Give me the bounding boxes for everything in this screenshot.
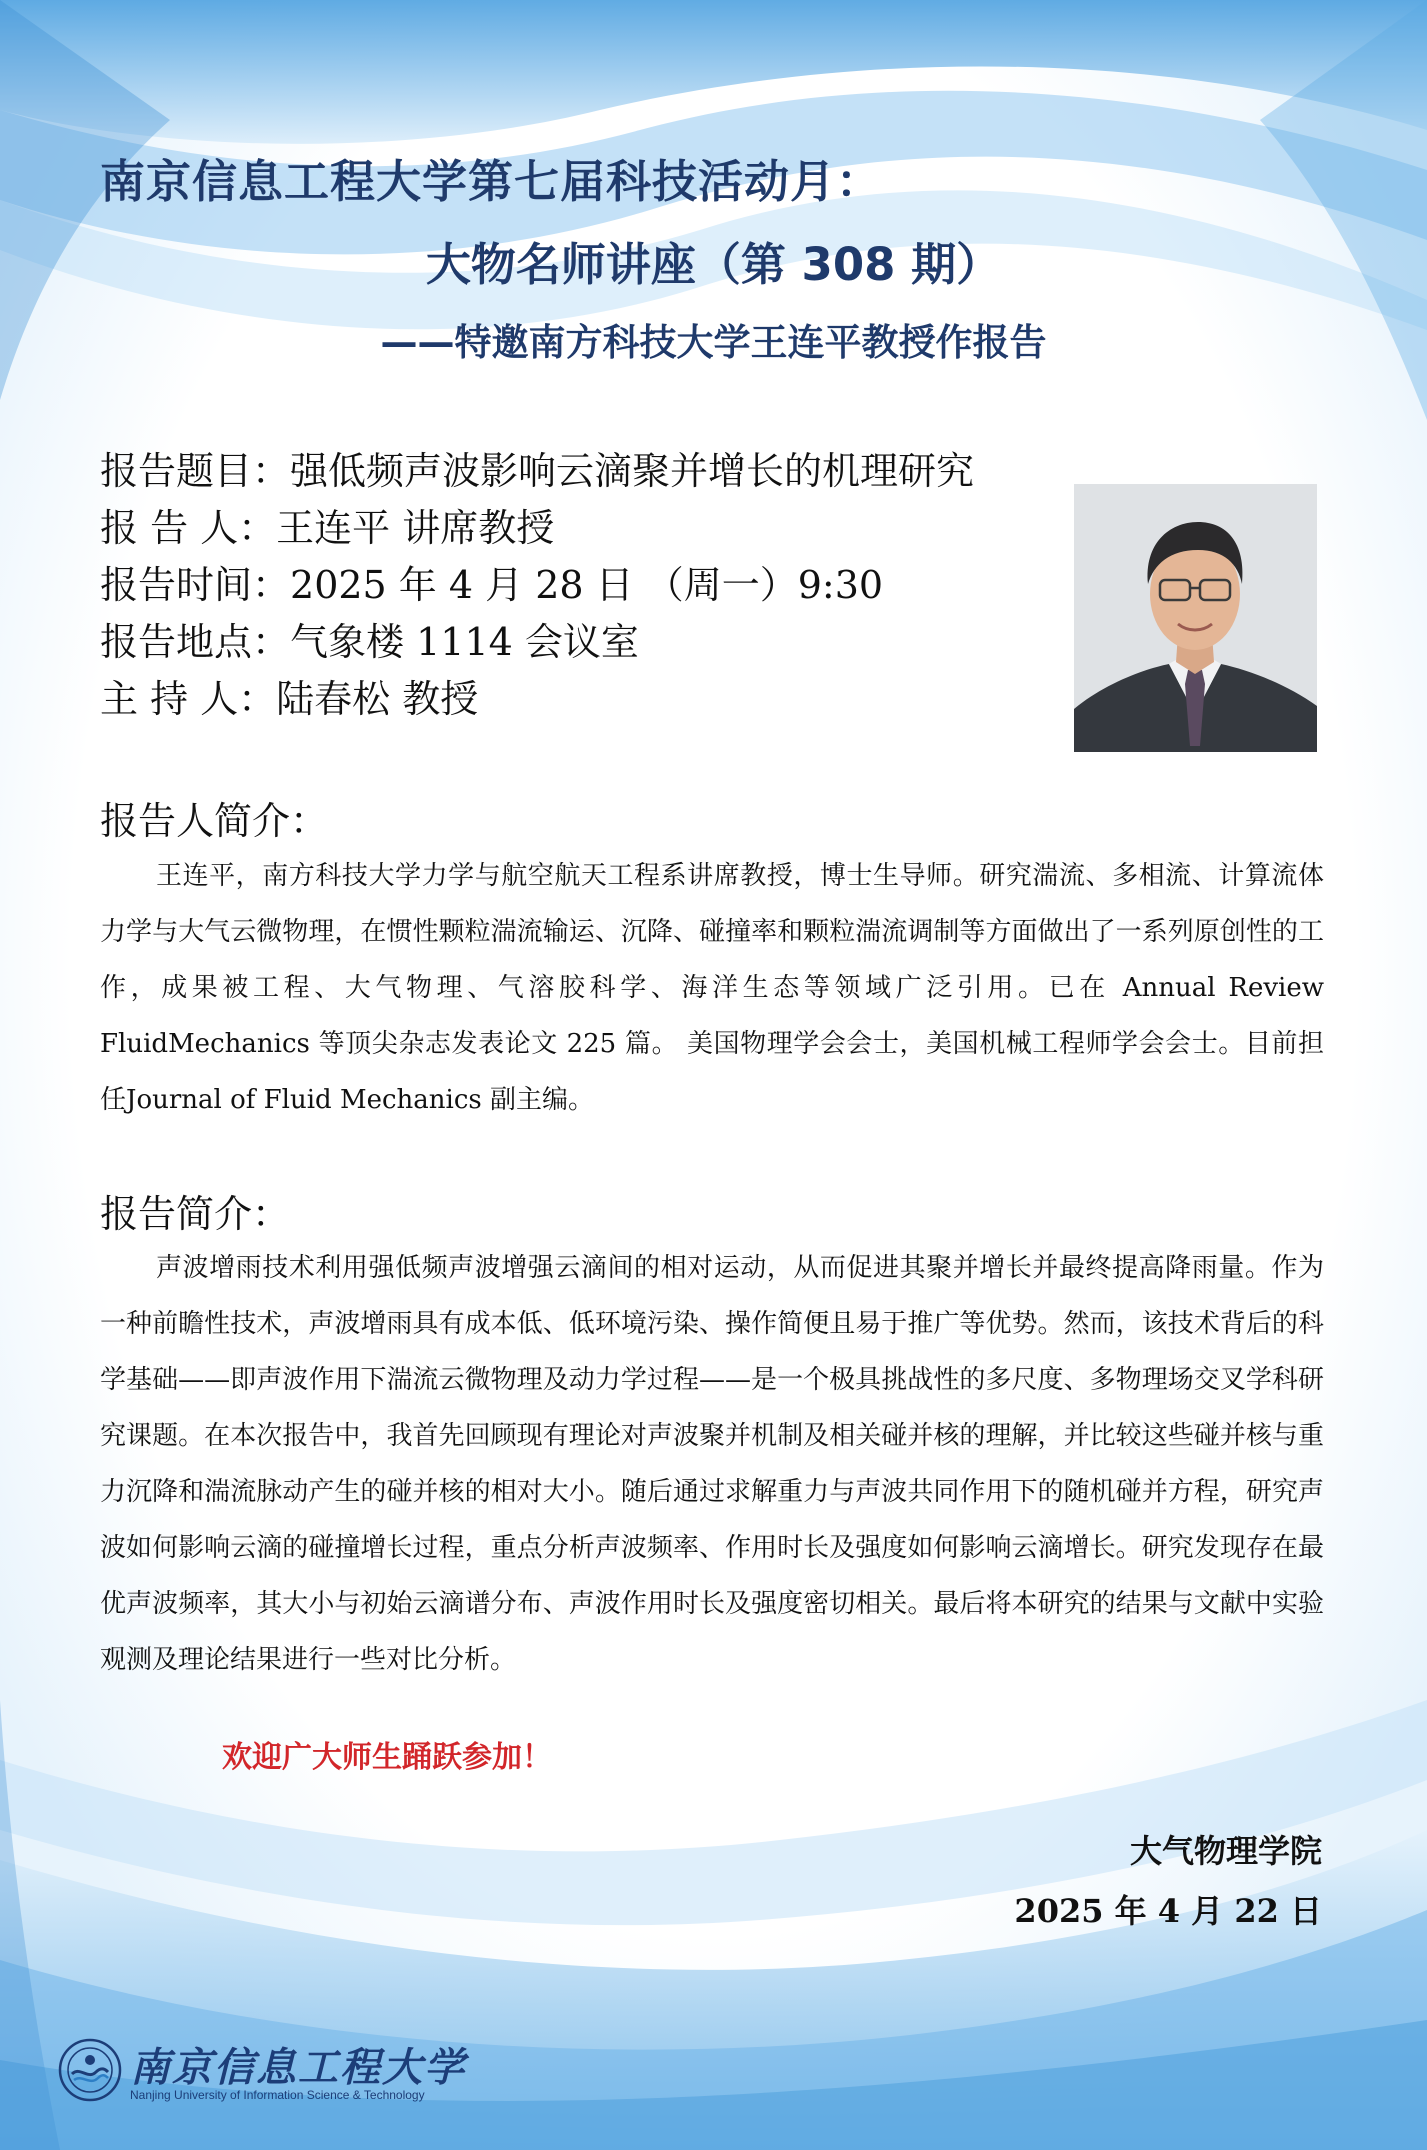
info-row-speaker: [100, 500, 974, 557]
university-seal-icon: [58, 2038, 122, 2102]
abstract-line: 机碰并方程，研究声波如何影响云滴的碰撞增长过程，重点分析声波频率、作用时长及强度如何影响云: [100, 1477, 1324, 1563]
organizer: 大气物理学院: [1129, 1832, 1322, 1870]
bio-line: 性的工作，成果被工程、大气物理、气溶胶科学、海洋生态等领域广泛引用。已在 Annual Review Fluid: [100, 917, 1324, 1059]
abstract-line: 声波增雨技术利用强低频声波增强云滴间的相对运动，从而促进其聚并增长并最终提高降雨量。作: [156, 1253, 1298, 1283]
speaker-bio-text: [100, 848, 1324, 1128]
speaker-bio-heading: 报告人简介：: [100, 799, 329, 843]
talk-abstract-heading: 报告简介：: [100, 1192, 291, 1236]
info-label: 报告题目：: [100, 449, 291, 493]
info-row-topic: [100, 443, 974, 500]
info-row-location: [100, 614, 974, 671]
info-value: 王连平 讲席教授: [276, 506, 555, 550]
info-value: 陆春松 教授: [276, 677, 479, 721]
issue-date: 2025 年 4 月 22 日: [1014, 1892, 1322, 1930]
info-label: 报告地点：: [100, 620, 291, 664]
university-logo: [58, 2030, 466, 2110]
abstract-line: 为一种前瞻性技术，声波增雨具有成本低、低环境污染、操作简便且易于推广等优势。然而，该技术背: [100, 1253, 1324, 1339]
abstract-line: 交叉学科研究课题。在本次报告中，我首先回顾现有理论对声波聚并机制及相关碰并核的理解，并比较: [100, 1365, 1324, 1451]
title-line-1: 南京信息工程大学第七届科技活动月：: [100, 155, 883, 208]
abstract-line: 将本研究的结果与文献中实验观测及理论结果进行一些对比分析。: [100, 1589, 1324, 1675]
info-value: 2025 年 4 月 28 日 （周一）9:30: [290, 563, 884, 607]
university-name-en: Nanjing University of Information Science & Technology: [130, 2088, 425, 2102]
title-line-2: 大物名师讲座（第 308 期）: [425, 238, 1002, 291]
bio-line: Mechanics 等顶尖杂志发表论文 225 篇。 美国物理学会会士，美国机械工程师学会会士。目前担任: [100, 1029, 1324, 1115]
info-label: 主 持 人：: [100, 677, 277, 721]
info-label: 报告时间：: [100, 563, 291, 607]
info-row-host: [100, 671, 974, 728]
talk-abstract-text: [100, 1240, 1324, 1688]
abstract-line: 滴增长。研究发现存在最优声波频率，其大小与初始云滴谱分布、声波作用时长及强度密切相关。最后: [100, 1533, 1324, 1619]
welcome-text: 欢迎广大师生踊跃参加！: [222, 1740, 552, 1775]
university-name-cn: 南京信息工程大学: [130, 2044, 466, 2091]
info-value: 强低频声波影响云滴聚并增长的机理研究: [290, 449, 975, 493]
info-row-time: [100, 557, 974, 614]
abstract-line: 这些碰并核与重力沉降和湍流脉动产生的碰并核的相对大小。随后通过求解重力与声波共同作用下的随: [100, 1421, 1324, 1507]
info-label: 报 告 人：: [100, 506, 277, 550]
bio-line: Journal of Fluid Mechanics 副主编。: [126, 1085, 595, 1115]
info-value: 气象楼 1114 会议室: [290, 620, 639, 664]
speaker-photo: [1074, 484, 1317, 752]
talk-info: [100, 443, 974, 728]
abstract-line: 后的科学基础——即声波作用下湍流云微物理及动力学过程——是一个极具挑战性的多尺度、多物理场: [100, 1309, 1324, 1395]
bio-line: 体力学与大气云微物理，在惯性颗粒湍流输运、沉降、碰撞率和颗粒湍流调制等方面做出了一系列原创: [100, 861, 1324, 947]
bio-line: 王连平，南方科技大学力学与航空航天工程系讲席教授，博士生导师。研究湍流、多相流、计算流: [156, 861, 1298, 891]
title-line-3: ——特邀南方科技大学王连平教授作报告: [380, 321, 1047, 364]
